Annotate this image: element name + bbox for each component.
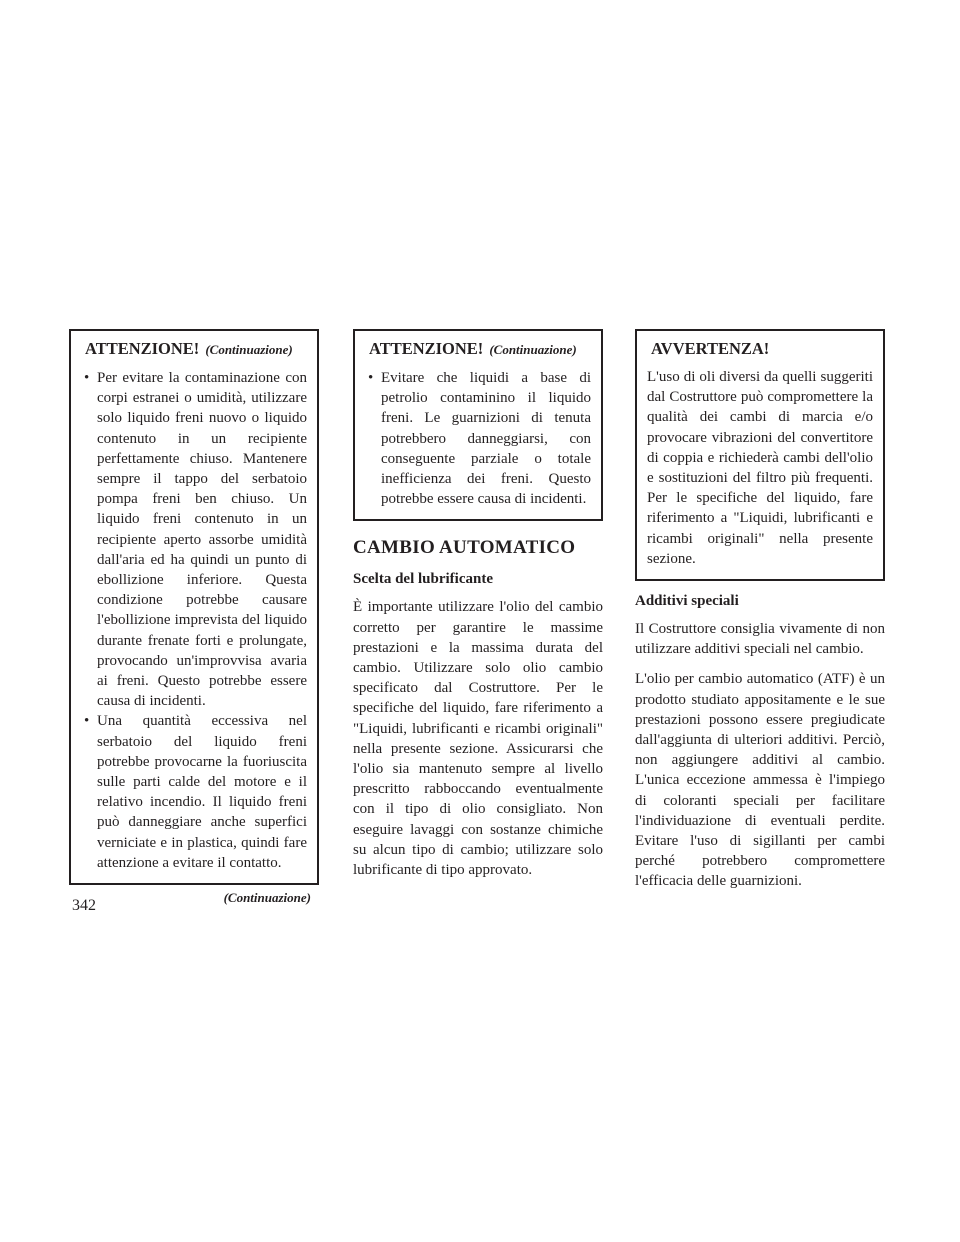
warning-heading xyxy=(369,339,591,360)
continued-tag: (Continuazione) xyxy=(205,342,293,357)
warning-box-attenzione xyxy=(353,329,603,521)
warning-box-attenzione xyxy=(69,329,319,885)
warning-title: ATTENZIONE! xyxy=(369,339,484,358)
continued-tag: (Continuazione) xyxy=(489,342,577,357)
body-paragraph: È importante utilizzare l'olio del cambio corretto per garantire le massime prestazioni e la massima durata del cambio. Utilizzare solo olio cambio specificato dal Costruttore. Per le specifiche del liquido, fare riferimento a "Liquidi, lubrificanti e ricambi originali" nella presente sezione. Assicurarsi che l'olio sia mantenuto sempre al livello prescritto rabboccando eventualmente con il tipo di olio consigliato. Non eseguire lavaggi con sostanze chimiche su alcun tipo di cambio; utilizzare solo lubrificante di tipo approvato. xyxy=(353,599,603,879)
continued-footer: (Continuazione) xyxy=(223,890,311,906)
bullet-item: • Per evitare la contaminazione con corpi estranei o umidità, utilizzare solo liquido freni nuovo o liquido contenuto in un recipiente perfettamente chiuso. Mantenere sempre il tappo del serbatoio pompa freni ben chiuso. Un liquido freni contenuto in un recipiente aperto assorbe umidità dall'aria ed ha quindi un punto di ebollizione inferiore. Questa condizione potrebbe causare l'ebollizione imprevista del liquido durante frenate forti e prolungate, provocando un'improvvisa avaria ai freni. Questo potrebbe essere causa di incidenti. xyxy=(84,370,307,710)
column-3 xyxy=(635,329,885,902)
column-2 xyxy=(353,329,603,890)
body-paragraph: L'olio per cambio automatico (ATF) è un prodotto studiato appositamente e le sue prestazioni possono essere pregiudicate dall'aggiunta di ulteriori additivi. Perciò, non aggiungere additivi al cambio. L'unica eccezione ammessa è l'impiego di coloranti speciali per facilitare l'individuazione di eventuali perdite. Evitare l'uso di sigillanti per cambi perché potrebbero compromettere l'efficacia delle guarnizioni. xyxy=(635,671,885,890)
bullet-icon: • xyxy=(84,370,90,386)
bullet-item: • Una quantità eccessiva nel serbatoio del liquido freni potrebbe provocarne la fuoriuscita sulle parti calde del motore e il relativo incendio. Il liquido freni può danneggiare anche superfici verniciate e in plastica, quindi fare attenzione a evitare il contatto. xyxy=(84,713,307,871)
section-title: CAMBIO AUTOMATICO xyxy=(353,537,576,559)
warning-title: ATTENZIONE! xyxy=(85,339,200,358)
warning-bullet-list xyxy=(365,368,591,509)
column-1 xyxy=(69,329,319,906)
page-number: 342 xyxy=(72,897,96,914)
subheading: Additivi speciali xyxy=(635,593,739,610)
warning-box-avvertenza xyxy=(635,329,885,581)
bullet-icon: • xyxy=(84,713,90,730)
warning-heading xyxy=(85,339,307,360)
subheading: Scelta del lubrificante xyxy=(353,571,493,588)
body-paragraph: Il Costruttore consiglia vivamente di non utilizzare additivi speciali nel cambio. xyxy=(635,621,885,658)
bullet-icon: • xyxy=(368,370,374,386)
bullet-item: • Evitare che liquidi a base di petrolio contaminino il liquido freni. Le guarnizioni di tenuta potrebbero danneggiarsi, con conseguente parziale o totale inefficienza dei freni. Questo potrebbe essere causa di incidenti. xyxy=(368,370,591,508)
warning-bullet-list xyxy=(81,368,307,873)
warning-heading: AVVERTENZA! xyxy=(651,339,770,358)
warning-text: L'uso di oli diversi da quelli suggeriti dal Costruttore può compromettere la qualità dei cambi di marcia e/o provocare vibrazioni del convertitore di coppia e richiederà cambi dell'olio e sostituzioni del filtro più frequenti. Per le specifiche del liquido, fare riferimento a "Liquidi, lubrificanti e ricambi originali" nella presente sezione. xyxy=(647,369,873,567)
